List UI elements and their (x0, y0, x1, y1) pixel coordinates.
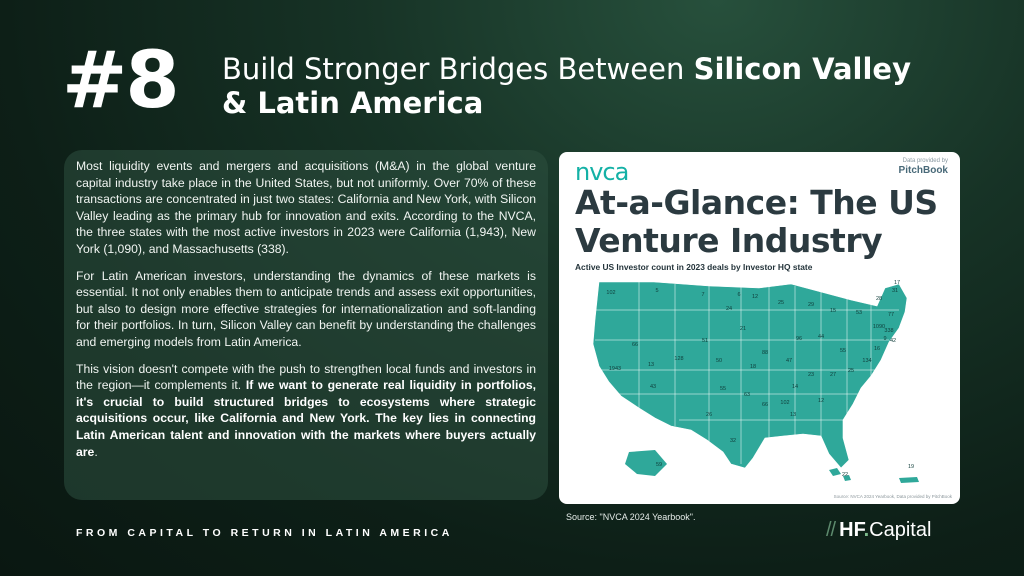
state-count-label: 55 (719, 386, 727, 392)
paragraph-1: Most liquidity events and mergers and acquisitions (M&A) in the global venture capital industry take place in the United States, but not uniformly. Over 70% of these transactions are concentrated in just two states: California and New York, with Silicon Valley leading as the primary hub for innovation and exits. According to the NVCA, the three states with the most active investors in 2023 were California (1,943), New York (1,090), and Massachusetts (338). (76, 159, 536, 256)
paragraph-3-end: . (94, 444, 98, 459)
us-states-map (559, 270, 960, 498)
state-count-label: 31 (891, 288, 899, 294)
state-count-label: 102 (780, 400, 790, 406)
pitchbook-logo: PitchBook (898, 165, 948, 176)
paragraph-3 (76, 361, 536, 461)
paragraph-2: For Latin American investors, understanding the dynamics of these markets is essential. It not only enables them to anticipate trends and assess exit opportunities, but also to design more effective strategies for internationalization and soft-landing for their portfolios. In turn, Silicon Valley can benefit by understanding the challenges and emerging models from Latin America. (76, 268, 536, 349)
state-count-label: 43 (649, 384, 657, 390)
state-count-label: 59 (655, 462, 663, 468)
state-count-label: 26 (705, 412, 713, 418)
hf-capital-logo (826, 519, 931, 542)
title-bold: Silicon Valley & Latin America (222, 52, 912, 120)
state-count-label: 19 (907, 464, 915, 470)
state-count-label: 27 (829, 372, 837, 378)
brand-dot: . (863, 519, 870, 541)
state-count-label: 6 (737, 292, 741, 298)
state-count-label: 338 (884, 328, 894, 334)
state-count-label: 18 (749, 364, 757, 370)
state-count-label: 29 (807, 302, 815, 308)
slide-title (222, 52, 922, 120)
state-count-label: 13 (789, 412, 797, 418)
title-regular: Build Stronger Bridges Between (222, 52, 694, 86)
slide-number: #8 (62, 36, 178, 126)
state-count-label: 51 (701, 338, 709, 344)
state-count-label: 25 (777, 300, 785, 306)
state-count-label: 55 (839, 348, 847, 354)
state-count-label: 63 (743, 392, 751, 398)
state-count-label: 88 (761, 350, 769, 356)
state-count-label: 16 (873, 346, 881, 352)
state-count-label: 96 (795, 336, 803, 342)
state-count-label: 17 (893, 280, 901, 286)
state-count-label: 1090 (872, 324, 886, 330)
infographic-source: Source: NVCA 2024 Yearbook, Data provided by PitchBook (833, 494, 952, 499)
footer-tagline: FROM CAPITAL TO RETURN IN LATIN AMERICA (76, 527, 453, 539)
nvca-infographic (559, 152, 960, 504)
paragraph-3-bold: If we want to generate real liquidity in portfolios, it's crucial to build structured bridges to ecosystems where strategic acquisitions occur, like California and New York. The key lies in connecting Latin American talent and innovation with the markets where buyers actually are (76, 378, 536, 459)
state-count-label: 24 (725, 306, 733, 312)
state-count-label: 32 (729, 438, 737, 444)
puerto-rico-shape (899, 477, 919, 483)
state-count-label: 14 (791, 384, 799, 390)
state-count-label: 15 (829, 308, 837, 314)
state-count-label: 42 (889, 338, 897, 344)
infographic-title: At-a-Glance: The US Venture Industry (575, 183, 938, 260)
state-count-label: 134 (862, 358, 872, 364)
state-count-label: 66 (761, 402, 769, 408)
state-count-label: 5 (655, 288, 659, 294)
state-count-label: 21 (739, 326, 747, 332)
state-count-label: 7 (701, 292, 705, 298)
state-count-label: 13 (647, 362, 655, 368)
provided-by-label: Data provided by (902, 158, 948, 164)
infographic-subtitle: Active US Investor count in 2023 deals by Investor HQ state (575, 262, 813, 272)
brand-capital: Capital (869, 519, 932, 541)
state-count-label: 47 (785, 358, 793, 364)
state-count-label: 44 (817, 334, 825, 340)
state-count-label: 9 (883, 336, 887, 342)
state-count-label: 1943 (608, 366, 622, 372)
state-count-label: 50 (715, 358, 723, 364)
paragraph-3-regular: This vision doesn't compete with the push to strengthen local funds and investors in the region—it complements it. (76, 361, 536, 393)
state-count-label: 12 (751, 294, 759, 300)
body-text-card (64, 150, 548, 500)
state-count-label: 25 (847, 368, 855, 374)
state-count-label: 12 (817, 398, 825, 404)
state-count-label: 77 (887, 312, 895, 318)
nvca-logo: nvca (575, 158, 629, 186)
brand-slashes: // (826, 519, 836, 541)
state-count-label: 53 (855, 310, 863, 316)
state-count-label: 66 (631, 342, 639, 348)
state-count-label: 23 (807, 372, 815, 378)
source-caption: Source: "NVCA 2024 Yearbook". (566, 512, 696, 522)
state-count-label: 28 (875, 296, 883, 302)
state-count-label: 22 (841, 472, 849, 478)
state-count-label: 128 (674, 356, 684, 362)
state-count-label: 102 (606, 290, 616, 296)
brand-hf: HF (839, 519, 864, 541)
